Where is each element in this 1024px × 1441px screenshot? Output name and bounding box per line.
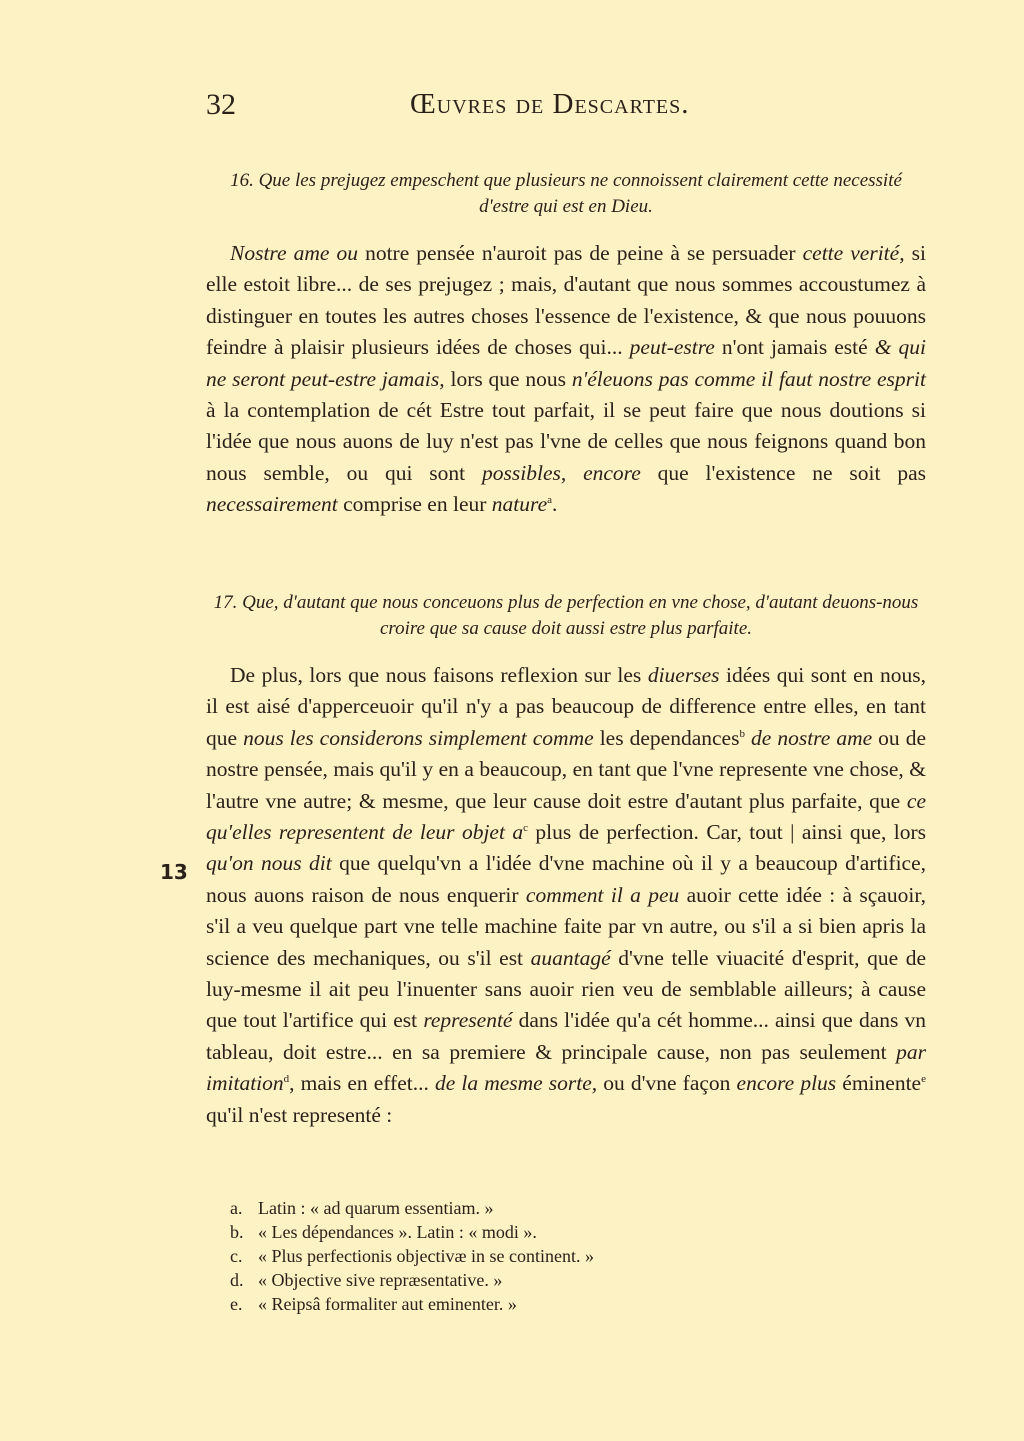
- footnote-item: [230, 1292, 930, 1316]
- footnote-ref: b: [739, 727, 745, 740]
- text-run: necessairement: [206, 492, 338, 517]
- text-run: representé: [423, 1008, 513, 1033]
- text-run: que l'existence ne soit pas: [640, 460, 926, 485]
- text-run: , mais en effet...: [289, 1071, 435, 1096]
- footnote-ref: e: [921, 1073, 926, 1086]
- text-run: n'ont jamais esté: [714, 335, 875, 360]
- text-run: Nostre ame ou: [230, 241, 358, 265]
- footnote-label: e.: [230, 1294, 243, 1314]
- footnote-label: a.: [230, 1198, 243, 1218]
- text-run: notre pensée n'auroit pas de peine à se persuader: [358, 241, 803, 265]
- text-run: idées qui sont en nous, il est aisé d'apperceuoir qu'il n'y a pas beaucoup de difference entre elles, en tant que: [206, 663, 926, 750]
- text-run: n'éleuons pas comme il faut nostre esprit: [571, 366, 926, 391]
- text-run: dans l'idée qu'a cét homme... ainsi que dans vn tableau, doit estre... en sa premiere & principale cause, non pas seulement: [206, 1008, 927, 1064]
- footnote-ref: c: [523, 821, 529, 834]
- text-run: nature: [491, 492, 548, 517]
- text-run: éminente: [836, 1071, 922, 1096]
- text-run: de la mesme sorte,: [434, 1071, 598, 1096]
- text-run: par imitation: [206, 1039, 926, 1096]
- text-run: les dependances: [593, 725, 740, 750]
- text-run: & qui ne seront peut-estre jamais,: [206, 335, 926, 391]
- text-run: peut-estre: [629, 335, 715, 360]
- text-run: ou d'vne façon: [597, 1071, 737, 1096]
- text-run: qu'il n'est representé :: [206, 1102, 393, 1127]
- text-run: ce qu'elles representent de leur objet a: [206, 788, 926, 845]
- section-17-heading: 17. Que, d'autant que nous conceuons plus de perfection en vne chose, d'autant deuons-nous croire que sa cause doit aussi estre plus parfaite.: [213, 592, 919, 639]
- footnote-text: « Objective sive repræsentative. »: [258, 1270, 503, 1290]
- footnote-text: « Plus perfectionis objectivæ in se continent. »: [258, 1246, 594, 1266]
- footnote-ref: d: [283, 1073, 290, 1086]
- text-run: cette verité,: [802, 241, 905, 265]
- footnote-text: « Reipsâ formaliter aut eminenter. »: [258, 1294, 517, 1314]
- running-title: Œuvres de Descartes.: [410, 88, 690, 120]
- footnote-text: « Les dépendances ». Latin : « modi ».: [258, 1222, 537, 1242]
- footnote-label: b.: [230, 1222, 244, 1242]
- text-run: encore plus: [736, 1071, 837, 1096]
- footnote-ref: a: [547, 494, 553, 507]
- text-run: possibles, encore: [482, 460, 641, 485]
- text-run: à la contemplation de cét Estre tout parfait, il se peut faire que nous doutions si l'idée que nous auons de luy n'est pas l'vne de celles que nous feignons quand bon nous semble, ou qui sont: [206, 398, 926, 485]
- text-run: lors que nous: [444, 366, 572, 391]
- margin-page-reference: 13: [160, 860, 188, 884]
- text-run: auantagé: [530, 945, 611, 970]
- footnote-text: Latin : « ad quarum essentiam. »: [258, 1198, 494, 1218]
- text-run: plus de perfection. Car, tout | ainsi que, lors: [528, 820, 926, 845]
- section-16-heading: 16. Que les prejugez empeschent que plusieurs ne connoissent clairement cette necessité d'estre qui est en Dieu.: [230, 170, 902, 217]
- text-run: comment il a peu: [525, 882, 680, 907]
- text-run: si elle estoit libre... de ses prejugez ; mais, d'autant que nous sommes accoustumez à distinguer en toutes les autres choses l'essence de l'existence, & que nous pouuons feindre à plaisir plusieurs idées de choses qui...: [206, 241, 926, 360]
- page-header: [206, 88, 726, 128]
- text-run: ou de nostre pensée, mais qu'il y en a beaucoup, en tant que l'vne represente vne chose, & l'autre vne autre; & mesme, que leur cause doit estre d'autant plus parfaite, que: [206, 725, 927, 813]
- text-run: De plus, lors que nous faisons reflexion sur les: [230, 663, 648, 687]
- page-number: 32: [206, 88, 236, 121]
- text-run: .: [552, 492, 558, 517]
- footnote-label: d.: [230, 1270, 244, 1290]
- text-run: de nostre ame: [751, 725, 873, 750]
- footnote-item: [230, 1220, 930, 1244]
- section-16-paragraph: [206, 238, 926, 521]
- footnote-item: [230, 1268, 930, 1292]
- section-17-paragraph: [206, 660, 926, 1131]
- text-run: diuerses: [647, 663, 720, 687]
- text-run: nous les considerons simplement comme: [243, 725, 594, 750]
- text-run: auoir cette idée : à sçauoir, s'il a veu quelque part vne telle machine faite par vn autre, ou s'il a si bien apris la science des mechaniques, ou s'il est: [206, 882, 926, 970]
- footnote-item: [230, 1244, 930, 1268]
- text-run: que quelqu'vn a l'idée d'vne machine où il y a beaucoup d'artifice, nous auons raison de nous enquerir: [206, 851, 926, 907]
- text-run: qu'on nous dit: [206, 851, 332, 876]
- text-run: comprise en leur: [337, 492, 492, 517]
- footnotes-list: [230, 1196, 930, 1316]
- footnote-label: c.: [230, 1246, 243, 1266]
- text-run: d'vne telle viuacité d'esprit, que de luy-mesme il ait peu l'inuenter sans auoir rien veu de semblable ailleurs; à cause que tout l'artifice qui est: [206, 945, 926, 1033]
- footnote-item: [230, 1196, 930, 1220]
